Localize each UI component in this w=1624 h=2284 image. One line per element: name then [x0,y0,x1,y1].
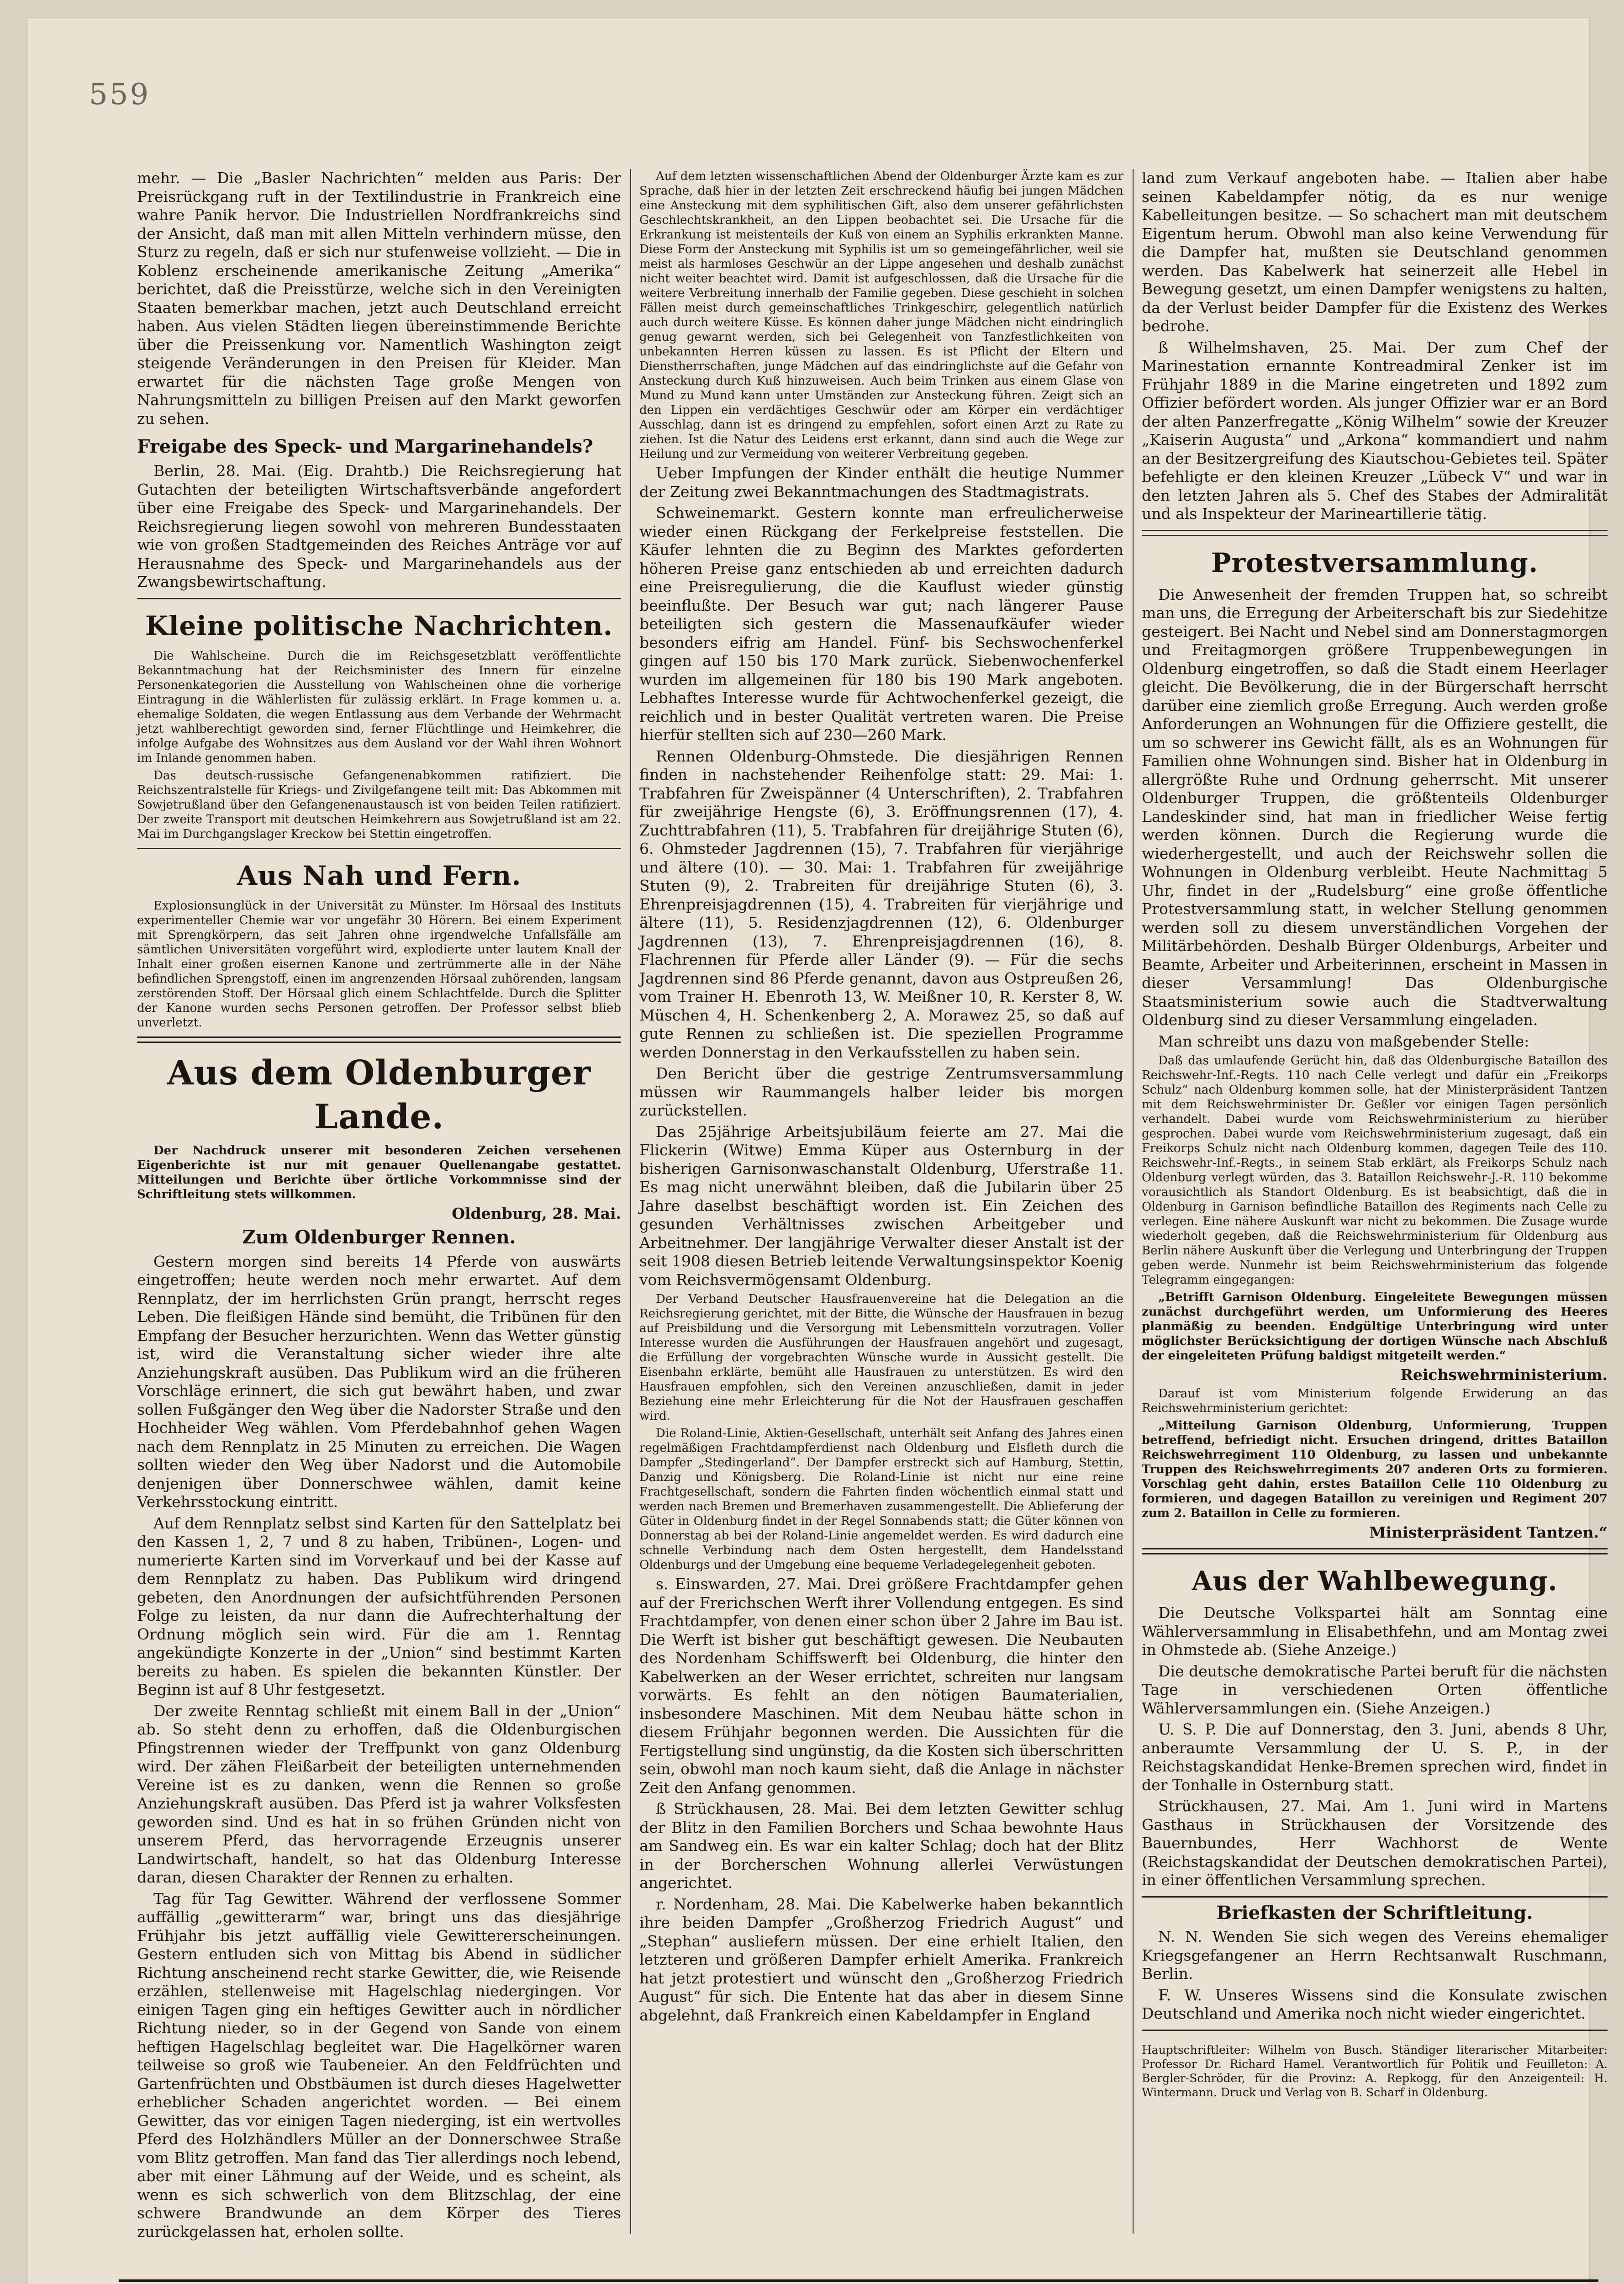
article-text: Berlin, 28. Mai. (Eig. Drahtb.) Die Reichsregierung hat Gutachten der beteiligten Wirtschaftsverbände angefordert über eine Freigabe des Speck- und Margarinehandels. Der Reichsregierung liegen sowohl von mehreren Bundesstaaten wie von großen Stadtgemeinden des Reiches Anträge vor auf Herausnahme des Speck- und Margarinehandels aus der Zwangsbewirtschaftung. [137,462,621,591]
telegram-text: „Betrifft Garnison Oldenburg. Eingeleitete Bewegungen müssen zunächst durchgeführt werden, um Unformierung des Heeres planmäßig zu beenden. Endgültige Unterbringung wird unter möglichster Berücksichtigung der dortigen Wünsche nach Abschluß der eingeleiteten Prüfung baldigst mitgeteilt werden.“ [1142,1290,1608,1363]
article-text: land zum Verkauf angeboten habe. — Italien aber habe seinen Kabeldampfer nötig, da es nur wenige Kabelleitungen besitze. — So schachert man mit deutschem Eigentum herum. Obwohl man also keine Verwendung für die Dampfer hat, mußten sie Deutschland genommen werden. Das Kabelwerk hat seinerzeit alle Hebel in Bewegung gesetzt, um einen Dampfer wenigstens zu halten, da der Verlust beider Dampfer für die Existenz des Werkes bedrohe. [1142,169,1608,335]
article-headline: Zum Oldenburger Rennen. [242,1227,516,1248]
article-text: Die Deutsche Volkspartei hält am Sonntag eine Wählerversammlung in Elisabethfehn, und am Montag zwei in Ohmstede ab. (Siehe Anzeige.) [1142,1604,1608,1659]
column-3 [1142,169,1608,2102]
article-text: Der zweite Renntag schließt mit einem Ball in der „Union“ ab. So steht denn zu erhoffen, daß die Oldenburgischen Pfingstrennen wieder der Treffpunkt von ganz Oldenburg wird. Der zähen Fleißarbeit der beteiligten unternehmenden Vereine ist es zu danken, wenn die Rennen so große Anziehungskraft ausüben. Das Pferd ist ja wahrer Volksfesten geworden sind. Und es hat in so frühen Gründen nicht von unserem Pferd, das hervorragende Erzeugnis unserer Landwirtschaft, handelt, so hat das Oldenburg Interesse daran, diesen Charakter der Rennen zu erhalten. [137,1702,621,1886]
article-text: Gestern morgen sind bereits 14 Pferde von auswärts eingetroffen; heute werden noch mehr erwartet. Auf dem Rennplatz, der im herrlichsten Grün prangt, herrscht reges Leben. Die fleißigen Hände sind bemüht, die Tribünen für den Empfang der Besucher herzurichten. Wenn das Wetter günstig ist, wird die Veranstaltung sicher wieder ihre alte Anziehungskraft ausüben. Das Publikum wird an die früheren Vorschläge erinnert, die sich gut bewährt haben, und zwar sollen Fußgänger den Weg über die Nadorster Straße und den Hochheider Weg wählen. Vom Pferdebahnhof gehen Wagen nach dem Rennplatz in 25 Minuten zu erreichen. Die Wagen sollten wieder den Weg über Nadorst und die Automobile denjenigen über Donnerschwee wählen, damit keine Verkehrsstockung eintritt. [137,1252,621,1511]
column-divider [630,169,631,2234]
section-title: Protestversammlung. [1211,547,1539,578]
article-text: mehr. — Die „Basler Nachrichten“ melden aus Paris: Der Preisrückgang ruft in der Textilindustrie in Frankreich eine wahre Panik hervor. Die Industriellen Nordfrankreichs sind der Ansicht, daß man mit allen Mitteln verhindern müsse, den Sturz zu regeln, daß er sich nur stufenweise vollzieht. — Die in Koblenz erscheinende amerikanische Zeitung „Amerika“ berichtet, daß die Preisstürze, welche sich in den Vereinigten Staaten bemerkbar machen, jetzt auch Deutschland erreicht haben. Aus vielen Städten liegen übereinstimmende Berichte über die Preissenkung vor. Namentlich Washington zeigt steigende Veränderungen in den Preisen für Kleider. Man erwartet für die nächsten Tage große Mengen von Nahrungsmitteln zu billigen Preisen auf den Markt geworfen zu sehen. [137,169,621,428]
article-text: Das 25jährige Arbeitsjubiläum feierte am 27. Mai die Flickerin (Witwe) Emma Küper aus Osternburg in der bisherigen Garnisonwaschanstalt Oldenburg, Uferstraße 11. Es mag nicht unerwähnt bleiben, daß die Jubilarin über 25 Jahre daselbst beschäftigt worden ist. Ein Zeichen des gesunden Verhältnisses zwischen Arbeitgeber und Arbeitnehmer. Der langjährige Verwalter dieser Anstalt ist der seit 1908 diesen Betrieb leitende Verwaltungsinspektor Koenig vom Reichsvermögensamt Oldenburg. [639,1122,1123,1289]
article-text: Die Roland-Linie, Aktien-Gesellschaft, unterhält seit Anfang des Jahres einen regelmäßigen Frachtdampferdienst nach Oldenburg und Elsfleth durch die Dampfer „Stedingerland“. Der Dampfer erstreckt sich auf Hamburg, Stettin, Danzig und Königsberg. Die Roland-Linie ist nicht nur eine reine Frachtgesellschaft, sondern die Fahrten finden wöchentlich einmal statt und werden nach Bremen und Bremerhaven zusammengestellt. Die Ablieferung der Güter in Oldenburg findet in der Regel Sonnabends statt; die Güter können von Donnerstag ab bei der Roland-Linie angemeldet werden. Es wird dadurch eine schnelle Verbindung nach dem Osten hergestellt, dem Handelsstand Oldenburgs und der Umgebung eine bequeme Verladegelegenheit geboten. [639,1427,1123,1572]
article-text: Die deutsche demokratische Partei beruft für die nächsten Tage in verschiedenen Orten öffentliche Wählerversammlungen ein. (Siehe Anzeigen.) [1142,1662,1608,1717]
column-2 [639,169,1123,2027]
column-divider [1133,169,1134,2234]
article-text: s. Einswarden, 27. Mai. Drei größere Frachtdampfer gehen auf der Frerichschen Werft ihrer Vollendung entgegen. Es sind Frachtdampfer, von denen einer schon über 2 Jahre im Bau ist. Die Werft ist bisher gut beschäftigt gewesen. Die Neubauten des Nordenham Schiffswerft bei Oldenburg, die hinter den Kabelwerken an der Weser errichtet, schreiten nur langsam vorwärts. Es fehlt an den nötigen Baumaterialien, insbesondere Maschinen. Mit dem Neubau hätte schon in diesem Frühjahr begonnen werden. Die Aussichten für die Fertigstellung sind ungünstig, da die Kosten sich überschritten sein, obwohl man noch kaum sieht, daß die Anlage in nächster Zeit den Anfang genommen. [639,1575,1123,1797]
imprint: Hauptschriftleiter: Wilhelm von Busch. Ständiger literarischer Mitarbeiter: Professor Dr. Richard Hamel. Verantwortlich für Politik und Feuilleton: A. Bergler-Schröder, für die Provinz: A. Repkogg, für den Anzeigenteil: H. Wintermann. Druck und Verlag von B. Scharf in Oldenburg. [1142,2043,1608,2099]
section-rule [1142,2030,1608,2031]
telegram-text: „Mitteilung Garnison Oldenburg, Unformierung, Truppen betreffend, befriedigt nicht. Ersuchen dringend, drittes Bataillon Reichswehrregiment 110 Oldenburg, zu lassen und unbekannte Truppen des Reichswehrregiments 207 anderen Orts zu formieren. Vorschlag geht dahin, erstes Bataillon Celle 110 Oldenburg zu formieren, und dagegen Bataillon zu vereinigen und Regiment 207 zum 2. Bataillon in Celle zu formieren. [1142,1418,1608,1520]
article-text: Die Wahlscheine. Durch die im Reichsgesetzblatt veröffentlichte Bekanntmachung hat der Reichsminister des Innern für einzelne Personenkategorien die Ausstellung von Wahlscheinen ohne die vorherige Eintragung in die Wählerlisten für zulässig erklärt. In Frage kommen u. a. ehemalige Soldaten, die wegen Entlassung aus dem Verbande der Wehrmacht jetzt wahlberechtigt geworden sind, ferner Flüchtlinge und Heimkehrer, die infolge Aufgabe des Wohnsitzes aus dem Ausland vor der Wahl ihren Wohnort im Inlande genommen haben. [137,649,621,765]
article-text: Auf dem letzten wissenschaftlichen Abend der Oldenburger Ärzte kam es zur Sprache, daß hier in der letzten Zeit erschreckend häufig bei jungen Mädchen eine Ansteckung mit dem syphilitischen Gift, also dem unserer gefährlichsten Geschlechtskrankheit, an den Lippen beobachtet sei. Die Ursache für die Erkrankung ist meistenteils der Kuß von einem an Syphilis erkrankten Manne. Diese Form der Ansteckung mit Syphilis ist um so gemeingefährlicher, weil sie meist als harmloses Geschwür an der Lippe angesehen und deshalb zunächst nicht weiter beachtet wird. Damit ist aufgeschlossen, daß die Ursache für die weitere Verbreitung innerhalb der Familie gegeben. Diese geschieht in solchen Fällen meist durch gemeinschaftliches Trinkgeschirr, gelegentlich natürlich auch durch weitere Küsse. Es können daher junge Mädchen nicht eindringlich genug gewarnt werden, sich bei Gelegenheit von Tanzfestlichkeiten von unbekannten Herren küssen zu lassen. Es ist Pflicht der Eltern und Dienstherrschaften, junge Mädchen auf das eindringlichste auf die Gefahr von Ansteckung durch Kuß hinzuweisen. Auch beim Trinken aus einem Glase von Mund zu Mund kann unter Umständen zur Ansteckung führen. Zeigt sich an den Lippen ein verdächtiges Geschwür oder am Körper ein verdächtiger Ausschlag, dann ist es dringend zu empfehlen, sofort einen Arzt zu Rate zu ziehen. Ist die Natur des Leidens erst erkannt, dann sind auch die Wege zur Heilung und zur Vermeidung von weiterer Verbreitung gegeben. [639,169,1123,461]
dateline: Oldenburg, 28. Mai. [452,1204,621,1222]
section-rule [137,598,621,599]
article-text: Ueber Impfungen der Kinder enthält die heutige Nummer der Zeitung zwei Bekanntmachungen des Stadtmagistrats. [639,464,1123,501]
article-text: ß Wilhelmshaven, 25. Mai. Der zum Chef der Marinestation ernannte Kontreadmiral Zenker ist im Frühjahr 1889 in die Marine eingetreten und 1892 zum Offizier befördert worden. Als junger Offizier war er an Bord der alten Panzerfregatte „König Wilhelm“ sowie der Kreuzer „Kaiserin Augusta“ und „Arkona“ kommandiert und nahm an der Besitzergreifung des Kiautschou-Gebietes teil. Später befehligte er den kleinen Kreuzer „Lübeck V“ und war in den letzten Jahren als 5. Chef des Stabes der Admiralität und als Inspekteur der Marineartillerie tätig. [1142,338,1608,523]
section-title: Briefkasten der Schriftleitung. [1216,1902,1533,1924]
section-title: Aus der Wahlbewegung. [1192,1565,1558,1597]
section-rule [137,1036,621,1043]
article-text: Explosionsunglück in der Universität zu Münster. Im Hörsaal des Instituts experimenteller Chemie war vor ungefähr 30 Hörern. Bei einem Experiment mit Sprengkörpern, das seit Jahren ohne irgendwelche Unfallsfälle am sämtlichen Universitäten vorgeführt wird, explodierte unter lautem Knall der Inhalt einer großen eisernen Kanone und zertrümmerte alle in der Nähe befindlichen Sprengstoff, einen im angrenzenden Hörsaal zuhörenden, langsam zerstörenden Stoff. Der Hörsaal glich einem Schlachtfelde. Durch die Splitter der Kanone wurden sechs Personen getroffen. Der Professor selbst blieb unverletzt. [137,899,621,1030]
article-headline: Freigabe des Speck- und Margarinehandels? [137,436,593,457]
article-text: Die Anwesenheit der fremden Truppen hat, so schreibt man uns, die Erregung der Arbeiterschaft bis zur Siedehitze gesteigert. Bei Nacht und Nebel sind am Donnerstagmorgen und Freitagmorgen größere Truppenbewegungen in Oldenburg eingetroffen, so daß die Stadt einem Heerlager gleicht. Die Bevölkerung, die in der Bürgerschaft herrscht darüber eine ziemlich große Erregung. Auch werden große Anforderungen an Wohnungen für die Offiziere gestellt, die um so schwerer ins Gewicht fällt, als es an Wohnungen für Familien ohne Wohnungen sind. Bisher hat in Oldenburg in allergrößte Ruhe und Ordnung geherrscht. Mit unserer Oldenburger Truppen, die größtenteils Oldenburger Landeskinder sind, hat man in friedlicher Weise fertig werden können. Durch die Regierung wurde die wiederhergestellt, und auch der Reichswehr sollen die Wohnungen in Oldenburg verbleibt. Heute Nachmittag 5 Uhr, findet in der „Rudelsburg“ eine große öffentliche Protestversammlung statt, in welcher Stellung genommen werden soll zu diesem unverständlichen Vorgehen der Militärbehörden. Deshalb Bürger Oldenburgs, Arbeiter und Beamte, Arbeiter und Arbeiterinnen, erscheint in Massen in dieser Versammlung! Das Oldenburgische Staatsministerium sowie auch die Stadtverwaltung Oldenburg sind zu dieser Versammlung eingeladen. [1142,585,1608,1029]
article-text: Das deutsch-russische Gefangenenabkommen ratifiziert. Die Reichszentralstelle für Kriegs- und Zivilgefangene teilt mit: Das Abkommen mit Sowjetrußland über den Gefangenenaustausch ist von beiden Teilen ratifiziert. Der zweite Transport mit deutschen Heimkehrern aus Sowjetrußland ist am 22. Mai im Durchgangslager Kreckow bei Stettin eingetroffen. [137,768,621,841]
article-text: Daß das umlaufende Gerücht hin, daß das Oldenburgische Bataillon des Reichswehr-Inf.-Regts. 110 nach Celle verlegt und dafür ein „Freikorps Schulz“ nach Oldenburg kommen solle, hat der Ministerpräsident Tantzen mit dem Reichswehrminister Dr. Geßler vor einigen Tagen persönlich verhandelt. Dabei wurde vom Reichswehrministerium zu hierüber gesprochen. Dabei wurde vom Reichswehrministerium zugesagt, daß ein Freikorps Schulz nicht nach Oldenburg kommen, dagegen Teile des 110. Reichswehr-Inf.-Regts., in seinem Stab erklärt, als Freikorps Schulz nach Oldenburg verlegt würden, das 3. Bataillon Reichswehr-J.-R. 110 bekomme vorausichtlich als Standort Oldenburg. Es ist beabsichtigt, daß die in Oldenburg in Garnison befindliche Bataillon des Regiments nach Celle zu verlegen. Eine nähere Auskunft war nicht zu bekommen. Die Zusage wurde wiederholt gegeben, daß die Reichswehrministerium für Oldenburg aus Berlin nähere Auskunft über die Verlegung und Unterbringung der Truppen geben werde. Nunmehr ist beim Reichswehrministerium das folgende Telegramm eingegangen: [1142,1054,1608,1287]
section-rule [137,848,621,849]
article-text: Den Bericht über die gestrige Zentrumsversammlung müssen wir Raummangels halber leider bis morgen zurückstellen. [639,1064,1123,1119]
article-text: Rennen Oldenburg-Ohmstede. Die diesjährigen Rennen finden in nachstehender Reihenfolge statt: 29. Mai: 1. Trabfahren für Zweispänner (4 Unterschriften), 2. Trabfahren für zweijährige Hengste (6), 3. Eröffnungsrennen (17), 4. Zuchttrabfahren (11), 5. Trabfahren für dreijährige Stuten (6), 6. Ohmsteder Jagdrennen (15), 7. Trabfahren für vierjährige und ältere (10). — 30. Mai: 1. Trabfahren für zweijährige Stuten (9), 2. Trabreiten für dreijährige Stuten (6), 3. Ehrenpreisjagdrennen (15), 4. Trabreiten für vierjährige und ältere (11), 5. Residenzjagdrennen (12), 6. Oldenburger Jagdrennen (13), 7. Ehrenpreisjagdrennen (16), 8. Flachrennen für Pferde aller Länder (9). — Für die sechs Jagdrennen sind 86 Pferde genannt, davon aus Ostpreußen 26, vom Trainer H. Ebenroth 13, W. Meißner 10, R. Kerster 8, W. Müschen 4, H. Schenkenberg 2, A. Morawez 25, so daß auf gute Rennen zu schließen ist. Die speziellen Programme werden Donnerstag in den Verkaufsstellen zu haben sein. [639,747,1123,1061]
section-rule [1142,1548,1608,1554]
section-title: Aus dem Oldenburger Lande. [167,1053,591,1137]
article-text: Man schreibt uns dazu von maßgebender Stelle: [1158,1032,1529,1050]
section-rule [1142,530,1608,536]
article-text: Schweinemarkt. Gestern konnte man erfreulicherweise wieder einen Rückgang der Ferkelpreise feststellen. Die Käufer lehnten die zu Beginn des Marktes geforderten höheren Preise ganz entschieden ab und erreichten dadurch eine Preisregulierung, die die Kauflust wieder günstig beeinflußte. Der Besuch war gut; nach längerer Pause beteiligten sich gestern die Massenaufkäufer wieder besonders eifrig am Handel. Fünf- bis Sechswochenferkel gingen auf 150 bis 170 Mark zurück. Siebenwochenferkel wurden im allgemeinen für 180 bis 190 Mark angeboten. Lebhaftes Interesse wurde für Achtwochenferkel gezeigt, die reichlich und in bester Qualität vertreten waren. Die Preise hierfür stellten sich auf 230—260 Mark. [639,504,1123,744]
article-text: r. Nordenham, 28. Mai. Die Kabelwerke haben bekanntlich ihre beiden Dampfer „Großherzog Friedrich August“ und „Stephan“ ausliefern müssen. Der eine erhielt Italien, den letzteren und größeren Dampfer erhielt Amerika. Frankreich hat jetzt protestiert und wünscht den „Großherzog Friedrich August“ für sich. Die Entente hat das aber in diesem Sinne abgelehnt, daß Frankreich einen Kabeldampfer in England [639,1895,1123,2024]
article-text: Darauf ist vom Ministerium folgende Erwiderung an das Reichswehrministerium gerichtet: [1142,1386,1608,1415]
article-text: N. N. Wenden Sie sich wegen des Vereins ehemaliger Kriegsgefangener an Herrn Rechtsanwalt Ruschmann, Berlin. [1142,1928,1608,1983]
section-title: Aus Nah und Fern. [237,860,522,891]
article-text: Der Verband Deutscher Hausfrauenvereine hat die Delegation an die Reichsregierung gerichtet, mit der Bitte, die Wünsche der Hausfrauen in bezug auf Preisbildung und die Versorgung mit Lebensmitteln vorzutragen. Voller Interesse wurden die Ausführungen der Hausfrauen angehört und zugesagt, die Erfüllung der vorgebrachten Wünsche wurde in Aussicht gestellt. Die Eisenbahn erklärte, bemüht alle Hausfrauen zu unterstützen. Es wird den Hausfrauen empfohlen, sich den Vereinen anzuschließen, damit in jeder Beziehung eine mehr Erleichterung für die Not der Hausfrauen geschaffen wird. [639,1292,1123,1423]
page-number: 559 [89,78,151,111]
article-text: F. W. Unseres Wissens sind die Konsulate zwischen Deutschland und Amerika noch nicht wieder eingerichtet. [1142,1986,1608,2022]
signature: Ministerpräsident Tantzen.“ [1369,1523,1608,1541]
editorial-note: Der Nachdruck unserer mit besonderen Zeichen versehenen Eigenberichte ist nur mit genauer Quellenangabe gestattet. Mitteilungen und Berichte über örtliche Vorkommnisse sind der Schriftleitung stets willkommen. [137,1143,621,1201]
signature: Reichswehrministerium. [1400,1366,1608,1384]
article-text: ß Strückhausen, 28. Mai. Bei dem letzten Gewitter schlug der Blitz in den Familien Borchers und Schaa bewohnte Haus am Sandweg ein. Es war ein kalter Schlag; doch hat der Blitz in der Borcherschen Wohnung allerlei Verwüstungen angerichtet. [639,1800,1123,1892]
section-title: Kleine politische Nachrichten. [145,610,613,641]
article-text: Strückhausen, 27. Mai. Am 1. Juni wird in Martens Gasthaus in Strückhausen der Vorsitzende des Bauernbundes, Herr Wachhorst de Wente (Reichstagskandidat der Deutschen demokratischen Partei), in einer öffentlichen Versammlung sprechen. [1142,1797,1608,1889]
announcement-banner [119,2279,1598,2284]
article-text: Tag für Tag Gewitter. Während der verflossene Sommer auffällig „gewitterarm“ war, bringt uns das diesjährige Frühjahr bis jetzt auffällig viele Gewittererscheinungen. Gestern entluden sich von Mittag bis Abend in südlicher Richtung anscheinend recht starke Gewitter, die, wie Reisende erzählen, stellenweise mit Hagelschlag niedergingen. Vor einigen Tagen ging ein heftiges Gewitter auch in nördlicher Richtung nieder, so in der Gegend von Sande von einem heftigen Hagelschlag begleitet war. Die Hagelkörner waren teilweise so groß wie Taubeneier. An den Feldfrüchten und Gartenfrüchten und Obstbäumen ist durch dieses Hagelwetter erheblicher Schaden angerichtet worden. — Bei einem Gewitter, das vor einigen Tagen niederging, ist ein wertvolles Pferd des Holzhändlers Müller an der Donnerschwee Straße vom Blitz getroffen. Man fand das Tier allerdings noch lebend, aber mit einer Lähmung auf der Weide, und es scheint, als wenn es sich schwerlich von dem Blitzschlag, der eine schwere Brandwunde an dem Körper des Tieres zurückgelassen hat, erholen sollte. [137,1889,621,2241]
column-1 [137,169,621,2244]
newspaper-page [27,18,1608,2284]
section-rule [1142,1896,1608,1898]
article-text: U. S. P. Die auf Donnerstag, den 3. Juni, abends 8 Uhr, anberaumte Versammlung der U. S. P., in der Reichstagskandidat Henke-Bremen sprechen wird, findet in der Tonhalle in Osternburg statt. [1142,1720,1608,1794]
article-text: Auf dem Rennplatz selbst sind Karten für den Sattelplatz bei den Kassen 1, 2, 7 und 8 zu haben, Tribünen-, Logen- und numerierte Karten sind im Vorverkauf und bei der Kasse auf dem Rennplatz zu haben. Das Publikum wird dringend gebeten, den Anordnungen der aufsichtführenden Personen Folge zu leisten, da nur dann die Aufrechterhaltung der Ordnung möglich sein wird. Für die am 1. Renntag angekündigte Konzerte in der „Union“ sind bestimmt Karten bereits zu haben. Es spielen die bekannten Künstler. Der Beginn ist auf 8 Uhr festgesetzt. [137,1514,621,1698]
